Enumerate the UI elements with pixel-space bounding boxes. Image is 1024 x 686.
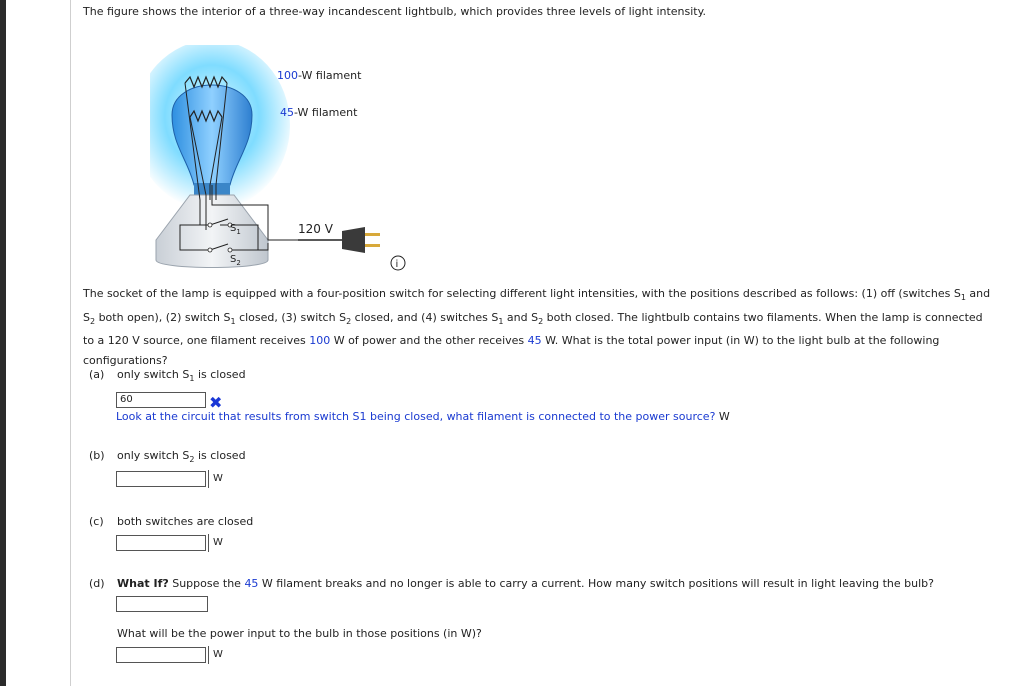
part-b-question: only switch $S_2$ is closed [117,449,246,464]
power-value-b: 45 [527,334,542,347]
part-b-unit: W [213,473,223,484]
part-d-letter: (d) [89,577,105,590]
svg-text:i: i [395,259,399,270]
window-edge [0,0,6,686]
info-icon[interactable] [391,256,405,270]
part-b-letter: (b) [89,449,105,462]
unit-divider [208,470,209,488]
part-d-unit: W [213,649,223,660]
power-value-a: 100 [309,334,331,347]
part-a-question: only switch $S_1$ is closed [117,368,246,383]
lightbulb-figure [150,45,420,280]
part-d-positions-input[interactable] [116,596,208,612]
part-a-feedback: Look at the circuit that results from switch S1 being closed, what filament is connected to the power source? W [116,410,730,423]
label-100w: 100-W filament [277,69,362,82]
incorrect-icon: ✖ [209,393,223,412]
content-divider [70,0,71,686]
intro-text: The figure shows the interior of a three-way incandescent lightbulb, which provides three levels of light intensity. [83,5,707,18]
voltage-label: 120 V [298,222,333,236]
part-d-question: What If? Suppose the 45 W filament breaks and no longer is able to carry a current. How many switch positions will result in light leaving the bulb? [117,577,934,590]
part-a-letter: (a) [89,368,105,381]
unit-divider [208,646,209,664]
part-c-letter: (c) [89,515,104,528]
plug [342,227,365,253]
part-c-unit: W [213,537,223,548]
part-d-power-input[interactable] [116,647,206,663]
part-a-answer-input[interactable]: 60 [116,392,206,408]
part-d-power-question: What will be the power input to the bulb in those positions (in W)? [117,627,482,640]
part-b-answer-input[interactable] [116,471,206,487]
switch-s1-label: $S_1$ [230,223,241,236]
lamp-base [156,195,268,268]
part-c-question: both switches are closed [117,515,254,528]
part-c-answer-input[interactable] [116,535,206,551]
unit-divider [208,534,209,552]
switch-s2-label: $S_2$ [230,254,241,267]
label-45w: 45-W filament [280,106,358,119]
problem-text: The socket of the lamp is equipped with a four-position switch for selecting different light intensities, with the positions described as follows: (1) off (switches $S_1$ and $S_2$ both open), (2) switch $S_1$ closed, (3) switch $S_2$ closed, and (4) switches $S_1$ and $S_2$ both closed. The lightbulb contains two filaments. When the lamp is connected to a 120 V source, one filament receives 100 W of power and the other receives 45 W. What is the total power input (in W) to the light bulb at the following configurations? [83,287,991,367]
